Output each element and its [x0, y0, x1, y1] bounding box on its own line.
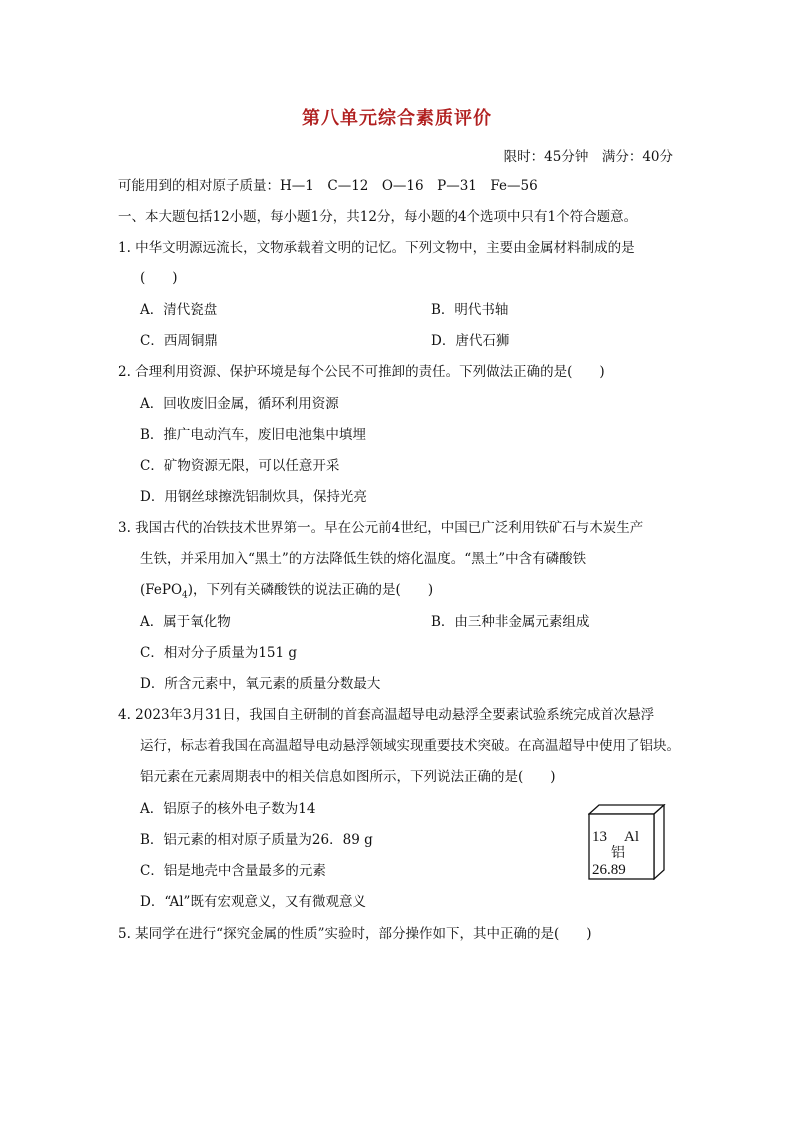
page-title: 第八单元综合素质评价: [302, 108, 492, 129]
element-name: 铝: [611, 845, 625, 861]
q3-formula-subscript: 4: [182, 590, 188, 601]
element-atomic-number: 13: [592, 829, 607, 845]
q2-option-d: D．用钢丝球擦洗铝制炊具，保持光亮: [140, 489, 367, 505]
q4-option-c: C．铝是地壳中含量最多的元素: [140, 863, 326, 879]
q1-option-a: A．清代瓷盘: [140, 302, 218, 318]
q3-stem-line2: 生铁，并采用加入“黑土”的方法降低生铁的熔化温度。“黑土”中含有磷酸铁: [140, 551, 587, 567]
q3-formula: (FePO: [140, 582, 183, 598]
q3-stem-line3: [140, 580, 433, 606]
atomic-masses: 可能用到的相对原子质量：H—1 C—12 O—16 P—31 Fe—56: [118, 178, 538, 194]
time-score-info: 限时：45分钟 满分：40分: [503, 149, 673, 165]
aluminum-element-card: [588, 804, 666, 880]
q4-stem-line2: 运行，标志着我国在高温超导电动悬浮领域实现重要技术突破。在高温超导中使用了铝块。: [140, 738, 680, 754]
q5-stem: 5. 某同学在进行“探究金属的性质”实验时，部分操作如下，其中正确的是( ): [118, 926, 592, 942]
q4-stem-line1: 4. 2023年3月31日，我国自主研制的首套高温超导电动悬浮全要素试验系统完成首次悬浮: [118, 707, 655, 723]
element-mass: 26.89: [592, 862, 626, 878]
q3-option-d: D．所含元素中，氧元素的质量分数最大: [140, 676, 381, 692]
q2-option-a: A．回收废旧金属，循环利用资源: [140, 396, 339, 412]
q3-stem-rest: )，下列有关磷酸铁的说法正确的是( ): [187, 582, 434, 598]
q3-option-a: A．属于氧化物: [140, 614, 231, 630]
q1-option-d: D．唐代石狮: [431, 333, 510, 349]
q2-option-c: C．矿物资源无限，可以任意开采: [140, 458, 340, 474]
q3-option-b: B．由三种非金属元素组成: [431, 614, 590, 630]
q1-option-b: B．明代书轴: [431, 302, 509, 318]
q1-option-c: C．西周铜鼎: [140, 333, 218, 349]
q4-option-a: A．铝原子的核外电子数为14: [140, 801, 316, 817]
q2-option-b: B．推广电动汽车，废旧电池集中填埋: [140, 427, 366, 443]
q1-stem: 1. 中华文明源远流长，文物承载着文明的记忆。下列文物中，主要由金属材料制成的是: [118, 240, 635, 256]
q4-option-b: B．铝元素的相对原子质量为26．89 g: [140, 832, 373, 848]
element-symbol: Al: [624, 829, 639, 845]
q4-stem-line3: 铝元素在元素周期表中的相关信息如图所示，下列说法正确的是( ): [140, 769, 556, 785]
q3-option-c: C．相对分子质量为151 g: [140, 645, 298, 661]
q2-stem: 2. 合理利用资源、保护环境是每个公民不可推卸的责任。下列做法正确的是( ): [118, 364, 605, 380]
q1-answer-blank: ( ): [140, 270, 178, 286]
q4-option-d: D．“Al”既有宏观意义，又有微观意义: [140, 894, 366, 910]
q3-stem-line1: 3. 我国古代的冶铁技术世界第一。早在公元前4世纪，中国已广泛利用铁矿石与木炭生产: [118, 520, 644, 536]
section-intro: 一、本大题包括12小题，每小题1分，共12分，每小题的4个选项中只有1个符合题意。: [118, 209, 638, 225]
